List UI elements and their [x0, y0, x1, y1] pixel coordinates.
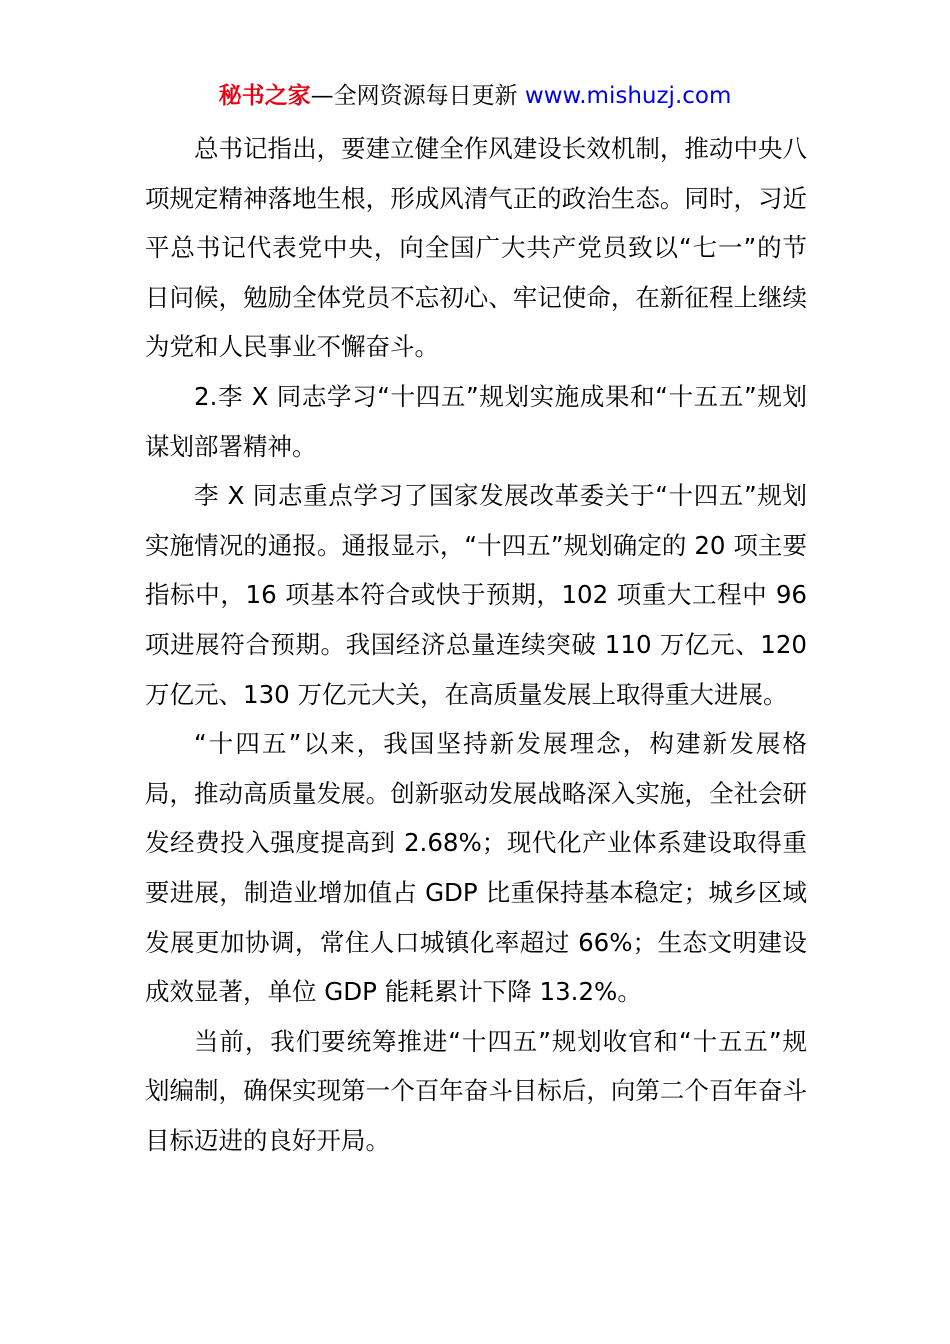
paragraph-development-achievements: “十四五”以来，我国坚持新发展理念，构建新发展格局，推动高质量发展。创新驱动发展战略深入实施，全社会研发经费投入强度提高到 2.68%；现代化产业体系建设取得重要进展，制造业增加值占 GDP 比重保持基本稳定；城乡区域发展更加协调，常住人口城镇化率超过 66%；生态文明建设成效显著，单位 GDP 能耗累计下降 13.2%。 [145, 729, 807, 1007]
document-body [145, 124, 807, 1165]
brand-name: 秘书之家 [218, 83, 311, 109]
paragraph-current-tasks: 当前，我们要统筹推进“十四五”规划收官和“十五五”规划编制，确保实现第一个百年奋斗目标后，向第二个百年奋斗目标迈进的良好开局。 [145, 1026, 807, 1155]
site-header [0, 80, 950, 112]
paragraph-section-heading: 2.李 X 同志学习“十四五”规划实施成果和“十五五”规划谋划部署精神。 [145, 381, 807, 461]
paragraph-plan-report: 李 X 同志重点学习了国家发展改革委关于“十四五”规划实施情况的通报。通报显示，“十四五”规划确定的 20 项主要指标中，16 项基本符合或快于预期，102 项重大工程中 96 项进展符合预期。我国经济总量连续突破 110 万亿元、120 万亿元、130 万亿元大关，在高质量发展上取得重大进展。 [145, 481, 807, 709]
site-url-link[interactable]: www.mishuzj.com [524, 83, 732, 109]
site-tagline: —全网资源每日更新 [310, 83, 525, 109]
paragraph-general-secretary-remarks: 总书记指出，要建立健全作风建设长效机制，推动中央八项规定精神落地生根，形成风清气正的政治生态。同时，习近平总书记代表党中央，向全国广大共产党员致以“七一”的节日问候，勉励全体党员不忘初心、牢记使命，在新征程上继续为党和人民事业不懈奋斗。 [145, 134, 807, 362]
